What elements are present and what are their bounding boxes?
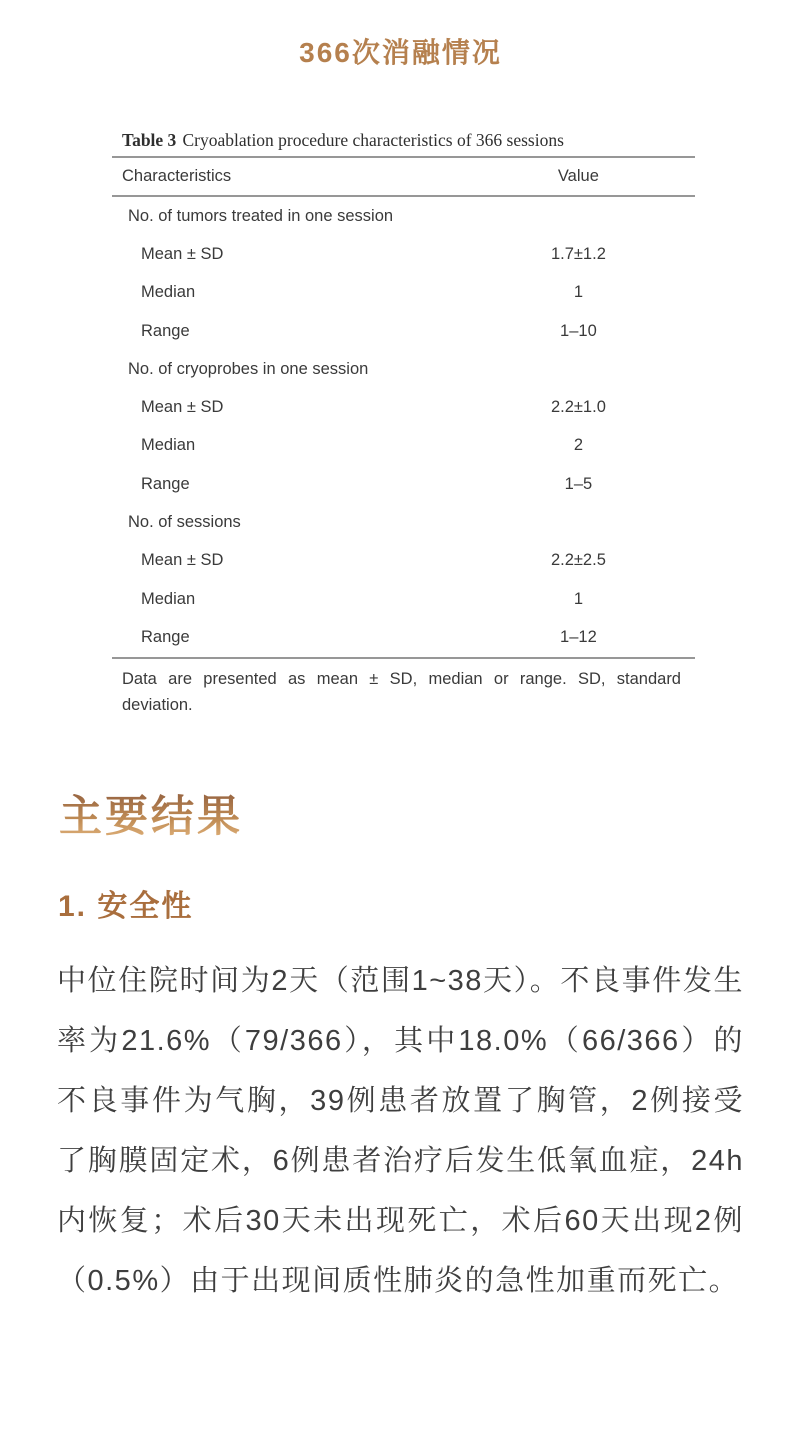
- row-value: 1–12: [560, 627, 597, 646]
- table-row: [112, 388, 695, 426]
- row-value: 2.2±2.5: [550, 551, 606, 570]
- row-label: No. of tumors treated in one session: [128, 206, 394, 225]
- table-footnote: Data are presented as mean ± SD, median or range. SD, standard deviation.: [122, 669, 681, 714]
- table-row: [112, 427, 695, 465]
- row-label: Median: [141, 436, 196, 455]
- table-row: [112, 197, 695, 235]
- page-title: 366次消融情况: [299, 37, 502, 68]
- row-value: 1.7±1.2: [550, 244, 606, 263]
- section-heading-main-results: 主要结果: [59, 794, 744, 841]
- table-row: [112, 465, 695, 503]
- article-page: [57, 38, 744, 1311]
- row-label: Mean ± SD: [141, 398, 224, 417]
- row-value: 2.2±1.0: [550, 398, 606, 417]
- table-row: [112, 618, 695, 656]
- table-row: [112, 274, 695, 312]
- row-value: 1–5: [564, 474, 593, 493]
- table-header-row: [112, 158, 695, 197]
- table-row: [112, 235, 695, 273]
- row-label: Range: [141, 474, 190, 493]
- row-label: No. of sessions: [128, 513, 241, 532]
- column-header-characteristics: Characteristics: [122, 167, 232, 185]
- safety-paragraph: 中位住院时间为2天（范围1~38天）。不良事件发生率为21.6%（79/366），其中18.0%（66/366）的不良事件为气胸，39例患者放置了胸管，2例接受了胸膜固定术，6例患者治疗后发生低氧血症，24h内恢复；术后30天未出现死亡，术后60天出现2例（0.5%）由于出现间质性肺炎的急性加重而死亡。: [57, 964, 744, 1297]
- table-row: [112, 503, 695, 541]
- table-caption-text: Cryoablation procedure characteristics of 366 sessions: [182, 130, 564, 150]
- table-row: [112, 350, 695, 388]
- row-value: 1: [573, 589, 583, 608]
- table-figure: [112, 124, 695, 718]
- row-value: 1: [573, 283, 583, 302]
- row-label: Mean ± SD: [141, 244, 224, 263]
- table-row: [112, 542, 695, 580]
- row-label: Median: [141, 283, 196, 302]
- table-caption-label: Table 3: [122, 130, 177, 150]
- row-value: 1–10: [560, 321, 597, 340]
- row-value: 2: [573, 436, 583, 455]
- table-row: [112, 312, 695, 350]
- row-label: Range: [141, 627, 190, 646]
- table-body: [112, 197, 695, 659]
- row-label: Median: [141, 589, 196, 608]
- table-row: [112, 580, 695, 618]
- subsection-heading-safety: 1. 安全性: [58, 889, 194, 923]
- row-label: Range: [141, 321, 190, 340]
- column-header-value: Value: [557, 167, 599, 185]
- row-label: Mean ± SD: [141, 551, 224, 570]
- table-caption: [112, 124, 695, 158]
- row-label: No. of cryoprobes in one session: [128, 359, 369, 378]
